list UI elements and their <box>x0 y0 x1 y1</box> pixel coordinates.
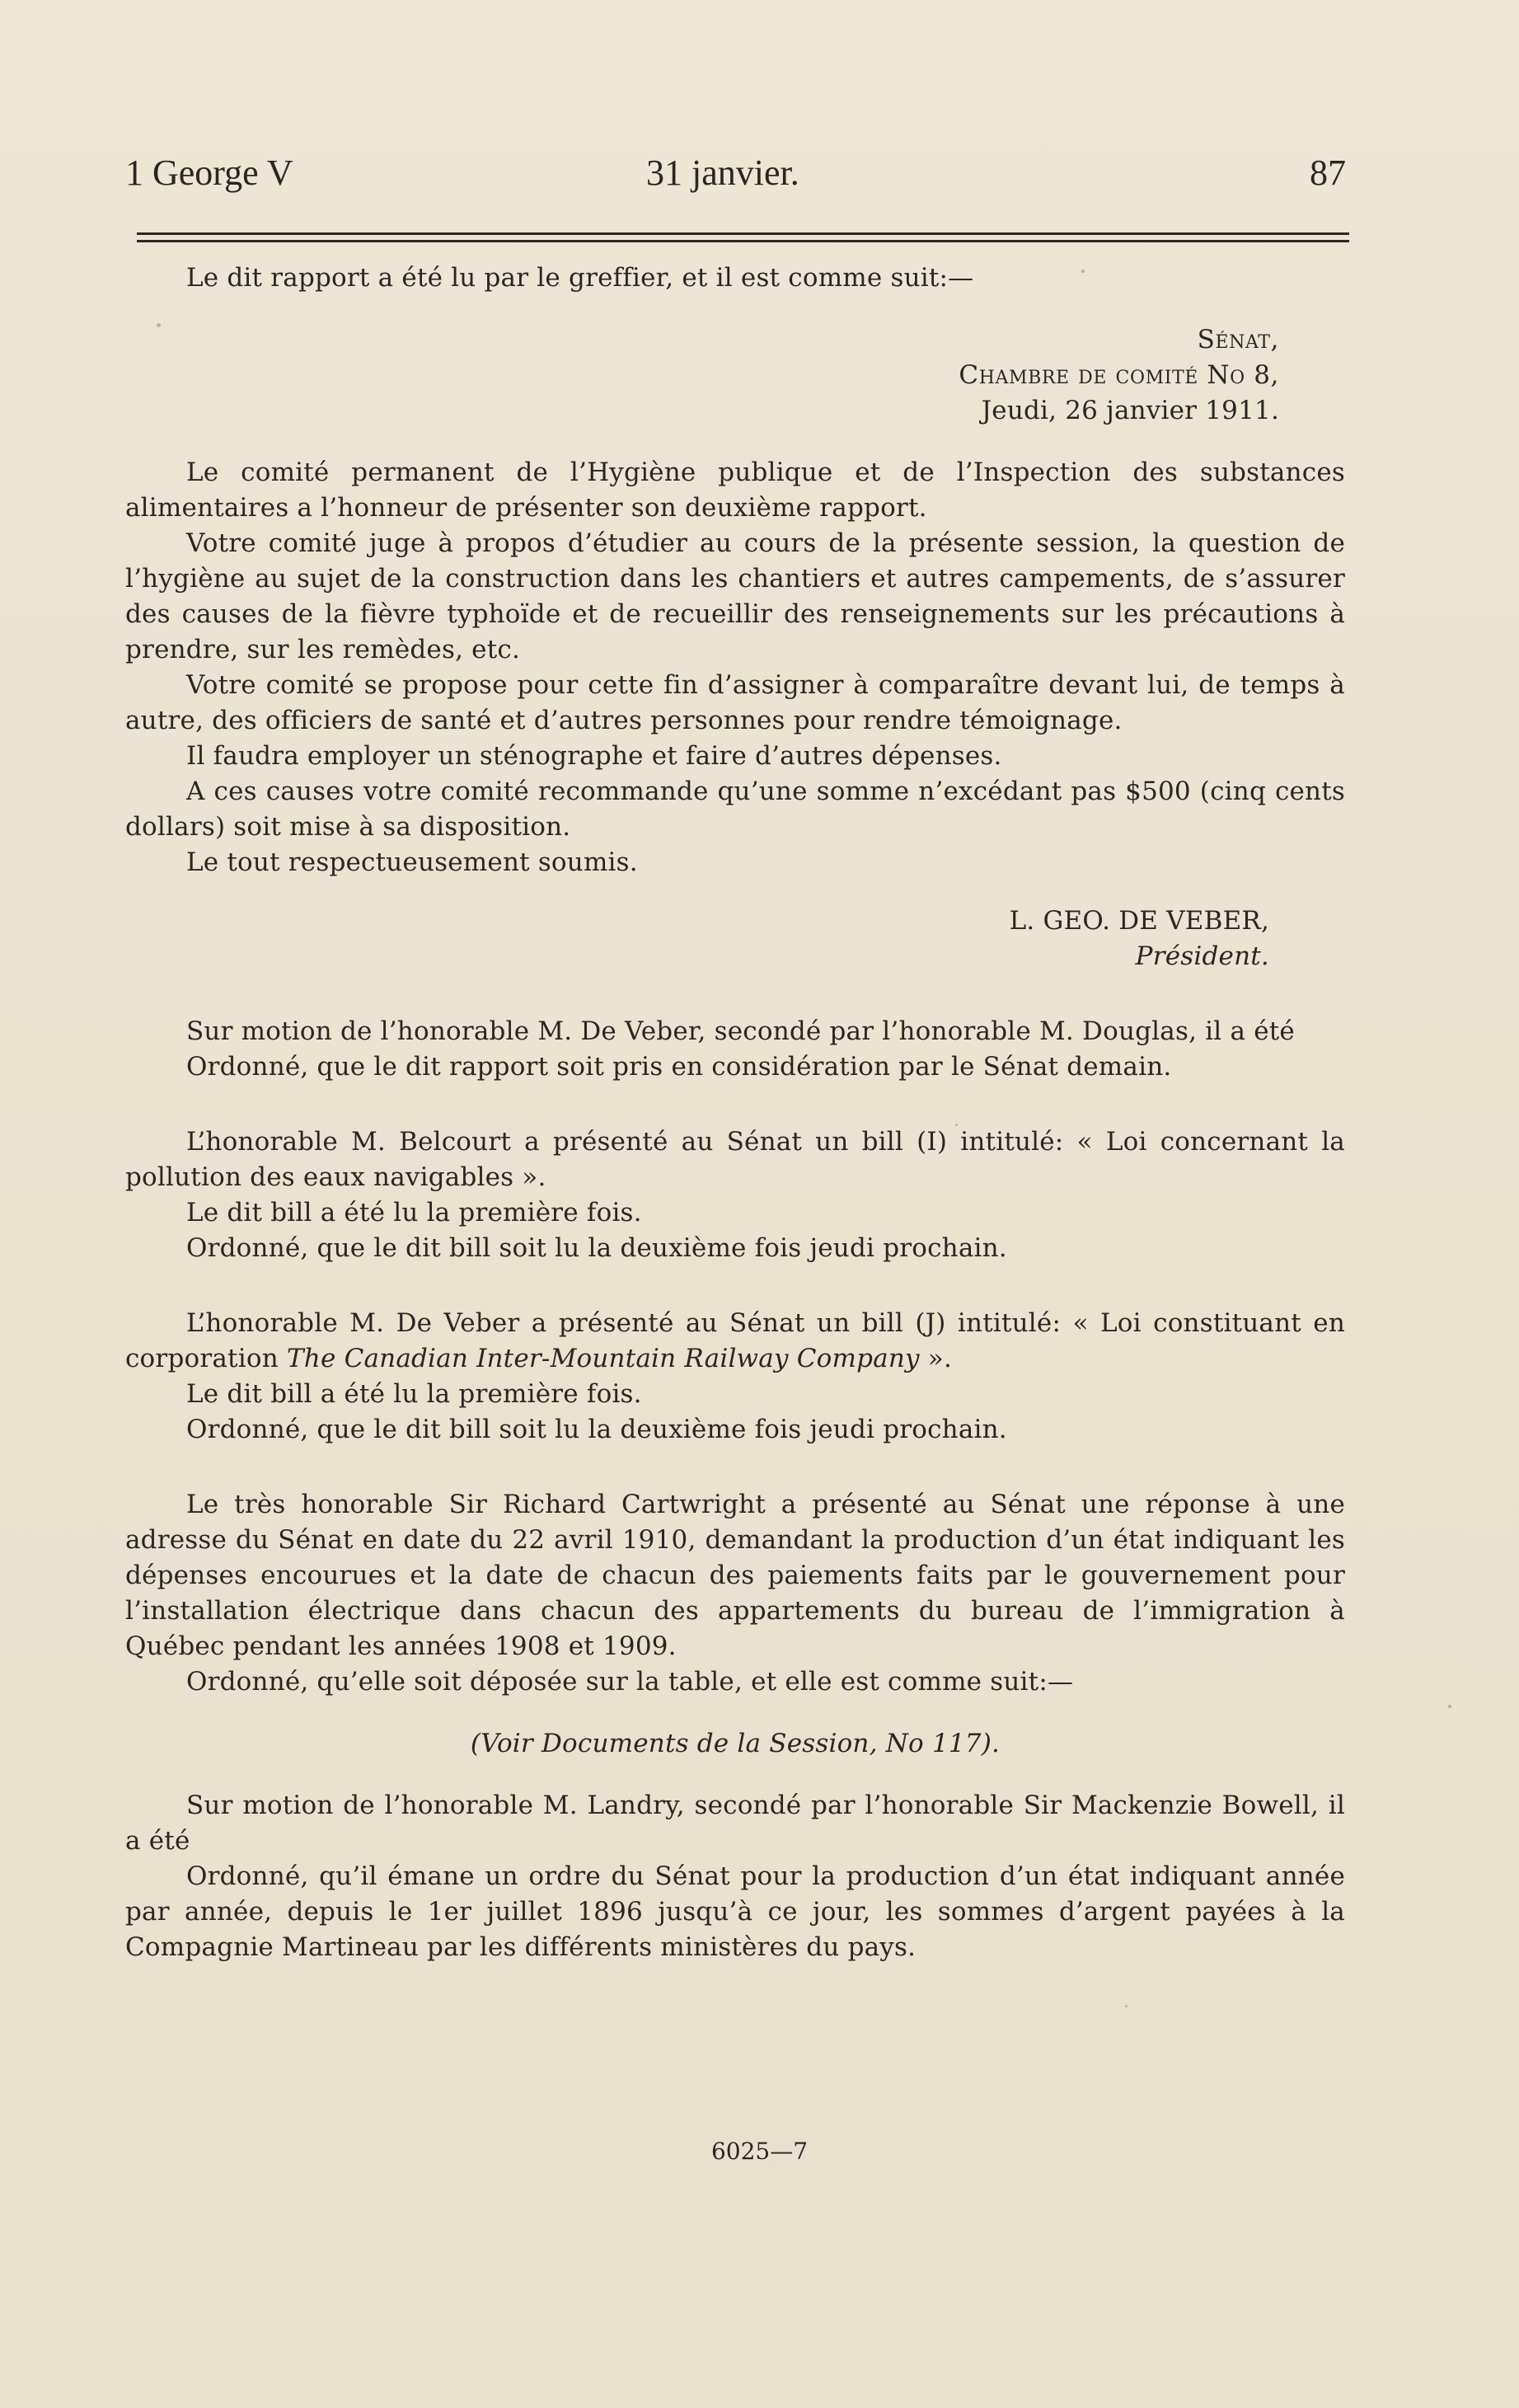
header-rule <box>137 232 1349 244</box>
bill-i-paragraph-1: L’honorable M. Belcourt a présenté au Sénat un bill (I) intitulé: « Loi concernant la pollution des eaux navigables ». <box>125 1127 1345 1192</box>
signature-role: Président. <box>1135 941 1269 971</box>
motion-2-paragraph-2: Ordonné, qu’il émane un ordre du Sénat pour la production d’un état indiquant année par année, depuis le 1er juillet 1896 jusqu’à ce jour, les sommes d’argent payées à la Compagnie Martineau par les différents ministères du pays. <box>125 1861 1345 1962</box>
spacer <box>125 1700 1345 1726</box>
motion-1-paragraph-1: Sur motion de l’honorable M. De Veber, secondé par l’honorable M. Douglas, il a été <box>186 1016 1295 1046</box>
intro-paragraph: Le dit rapport a été lu par le greffier, et il est comme suit:— <box>186 263 974 293</box>
page-footer: 6025—7 <box>710 2138 809 2165</box>
paper-speck <box>1448 1705 1451 1708</box>
report-paragraph-5: A ces causes votre comité recommande qu’une somme n’excédant pas $500 (cinq cents dollars) soit mise à sa disposition. <box>125 777 1345 842</box>
documents-reference: (Voir Documents de la Session, No 117). <box>470 1729 1001 1758</box>
spacer <box>125 1448 1345 1487</box>
bill-i-paragraph-3: Ordonné, que le dit bill soit lu la deuxième fois jeudi prochain. <box>186 1233 1007 1263</box>
paper-speck <box>955 1124 958 1126</box>
address-line-3: Jeudi, 26 janvier 1911. <box>981 396 1279 425</box>
report-paragraph-2: Votre comité juge à propos d’étudier au cours de la présente session, la question de l’hygiène au sujet de la construction dans les chantiers et autres campements, de s’assurer des causes de la fièvre typhoïde et de recueillir des renseignements sur les précautions à prendre, sur les remèdes, etc. <box>125 528 1345 664</box>
bill-j-paragraph-3: Ordonné, que le dit bill soit lu la deuxième fois jeudi prochain. <box>186 1415 1007 1444</box>
header-rule-bottom <box>137 240 1349 242</box>
address-block <box>125 322 1287 429</box>
bill-j-company-name: The Canadian Inter-Mountain Railway Company <box>286 1344 920 1373</box>
report-paragraph-3: Votre comité se propose pour cette fin d’assigner à comparaître devant lui, de temps à autre, des officiers de santé et d’autres personnes pour rendre témoignage. <box>125 670 1345 735</box>
response-paragraph-2: Ordonné, qu’elle soit déposée sur la table, et elle est comme suit:— <box>186 1667 1074 1697</box>
header-date: 31 janvier. <box>646 153 799 193</box>
motion-2-paragraph-1: Sur motion de l’honorable M. Landry, secondé par l’honorable Sir Mackenzie Bowell, il a été <box>125 1791 1345 1856</box>
bill-j-suffix: ». <box>919 1344 953 1373</box>
spacer <box>125 1762 1345 1788</box>
header-left: 1 George V <box>125 153 293 193</box>
spacer <box>125 429 1345 455</box>
motion-1-paragraph-2: Ordonné, que le dit rapport soit pris en considération par le Sénat demain. <box>186 1052 1172 1082</box>
page-header <box>125 147 1346 199</box>
report-paragraph-6: Le tout respectueusement soumis. <box>186 847 638 877</box>
paper-speck <box>1081 270 1085 273</box>
address-line-2: Chambre de comité No 8, <box>959 360 1279 390</box>
bill-i-paragraph-2: Le dit bill a été lu la première fois. <box>186 1198 642 1227</box>
bill-j-paragraph-2: Le dit bill a été lu la première fois. <box>186 1379 642 1409</box>
header-rule-top <box>137 232 1349 235</box>
bill-j-prefix: L’honorable M. De Veber a présenté au Sénat un bill (J) intitulé: « Loi constituant en corporation <box>125 1308 1345 1373</box>
address-line-1: Sénat, <box>1197 325 1279 354</box>
paper-speck <box>1125 2005 1128 2007</box>
response-paragraph-1: Le très honorable Sir Richard Cartwright a présenté au Sénat une réponse à une adresse du Sénat en date du 22 avril 1910, demandant la production d’un état indiquant les dépenses encourues et la date de chacun des paiements faits par le gouvernement pour l’installation électrique dans chacun des appartements du bureau de l’immigration à Québec pendant les années 1908 et 1909. <box>125 1490 1345 1661</box>
paper-speck <box>157 323 161 327</box>
spacer <box>125 1085 1345 1124</box>
signature-name: L. GEO. DE VEBER, <box>1009 906 1269 936</box>
document-body <box>125 261 1345 1965</box>
spacer <box>125 296 1345 322</box>
bill-j-paragraph-1 <box>125 1306 1345 1377</box>
spacer <box>125 974 1345 1014</box>
spacer <box>125 1266 1345 1306</box>
report-paragraph-1: Le comité permanent de l’Hygiène publique et de l’Inspection des substances alimentaires a l’honneur de présenter son deuxième rapport. <box>125 458 1345 523</box>
report-paragraph-4: Il faudra employer un sténographe et faire d’autres dépenses. <box>186 741 1002 771</box>
page-number: 87 <box>1310 153 1346 193</box>
